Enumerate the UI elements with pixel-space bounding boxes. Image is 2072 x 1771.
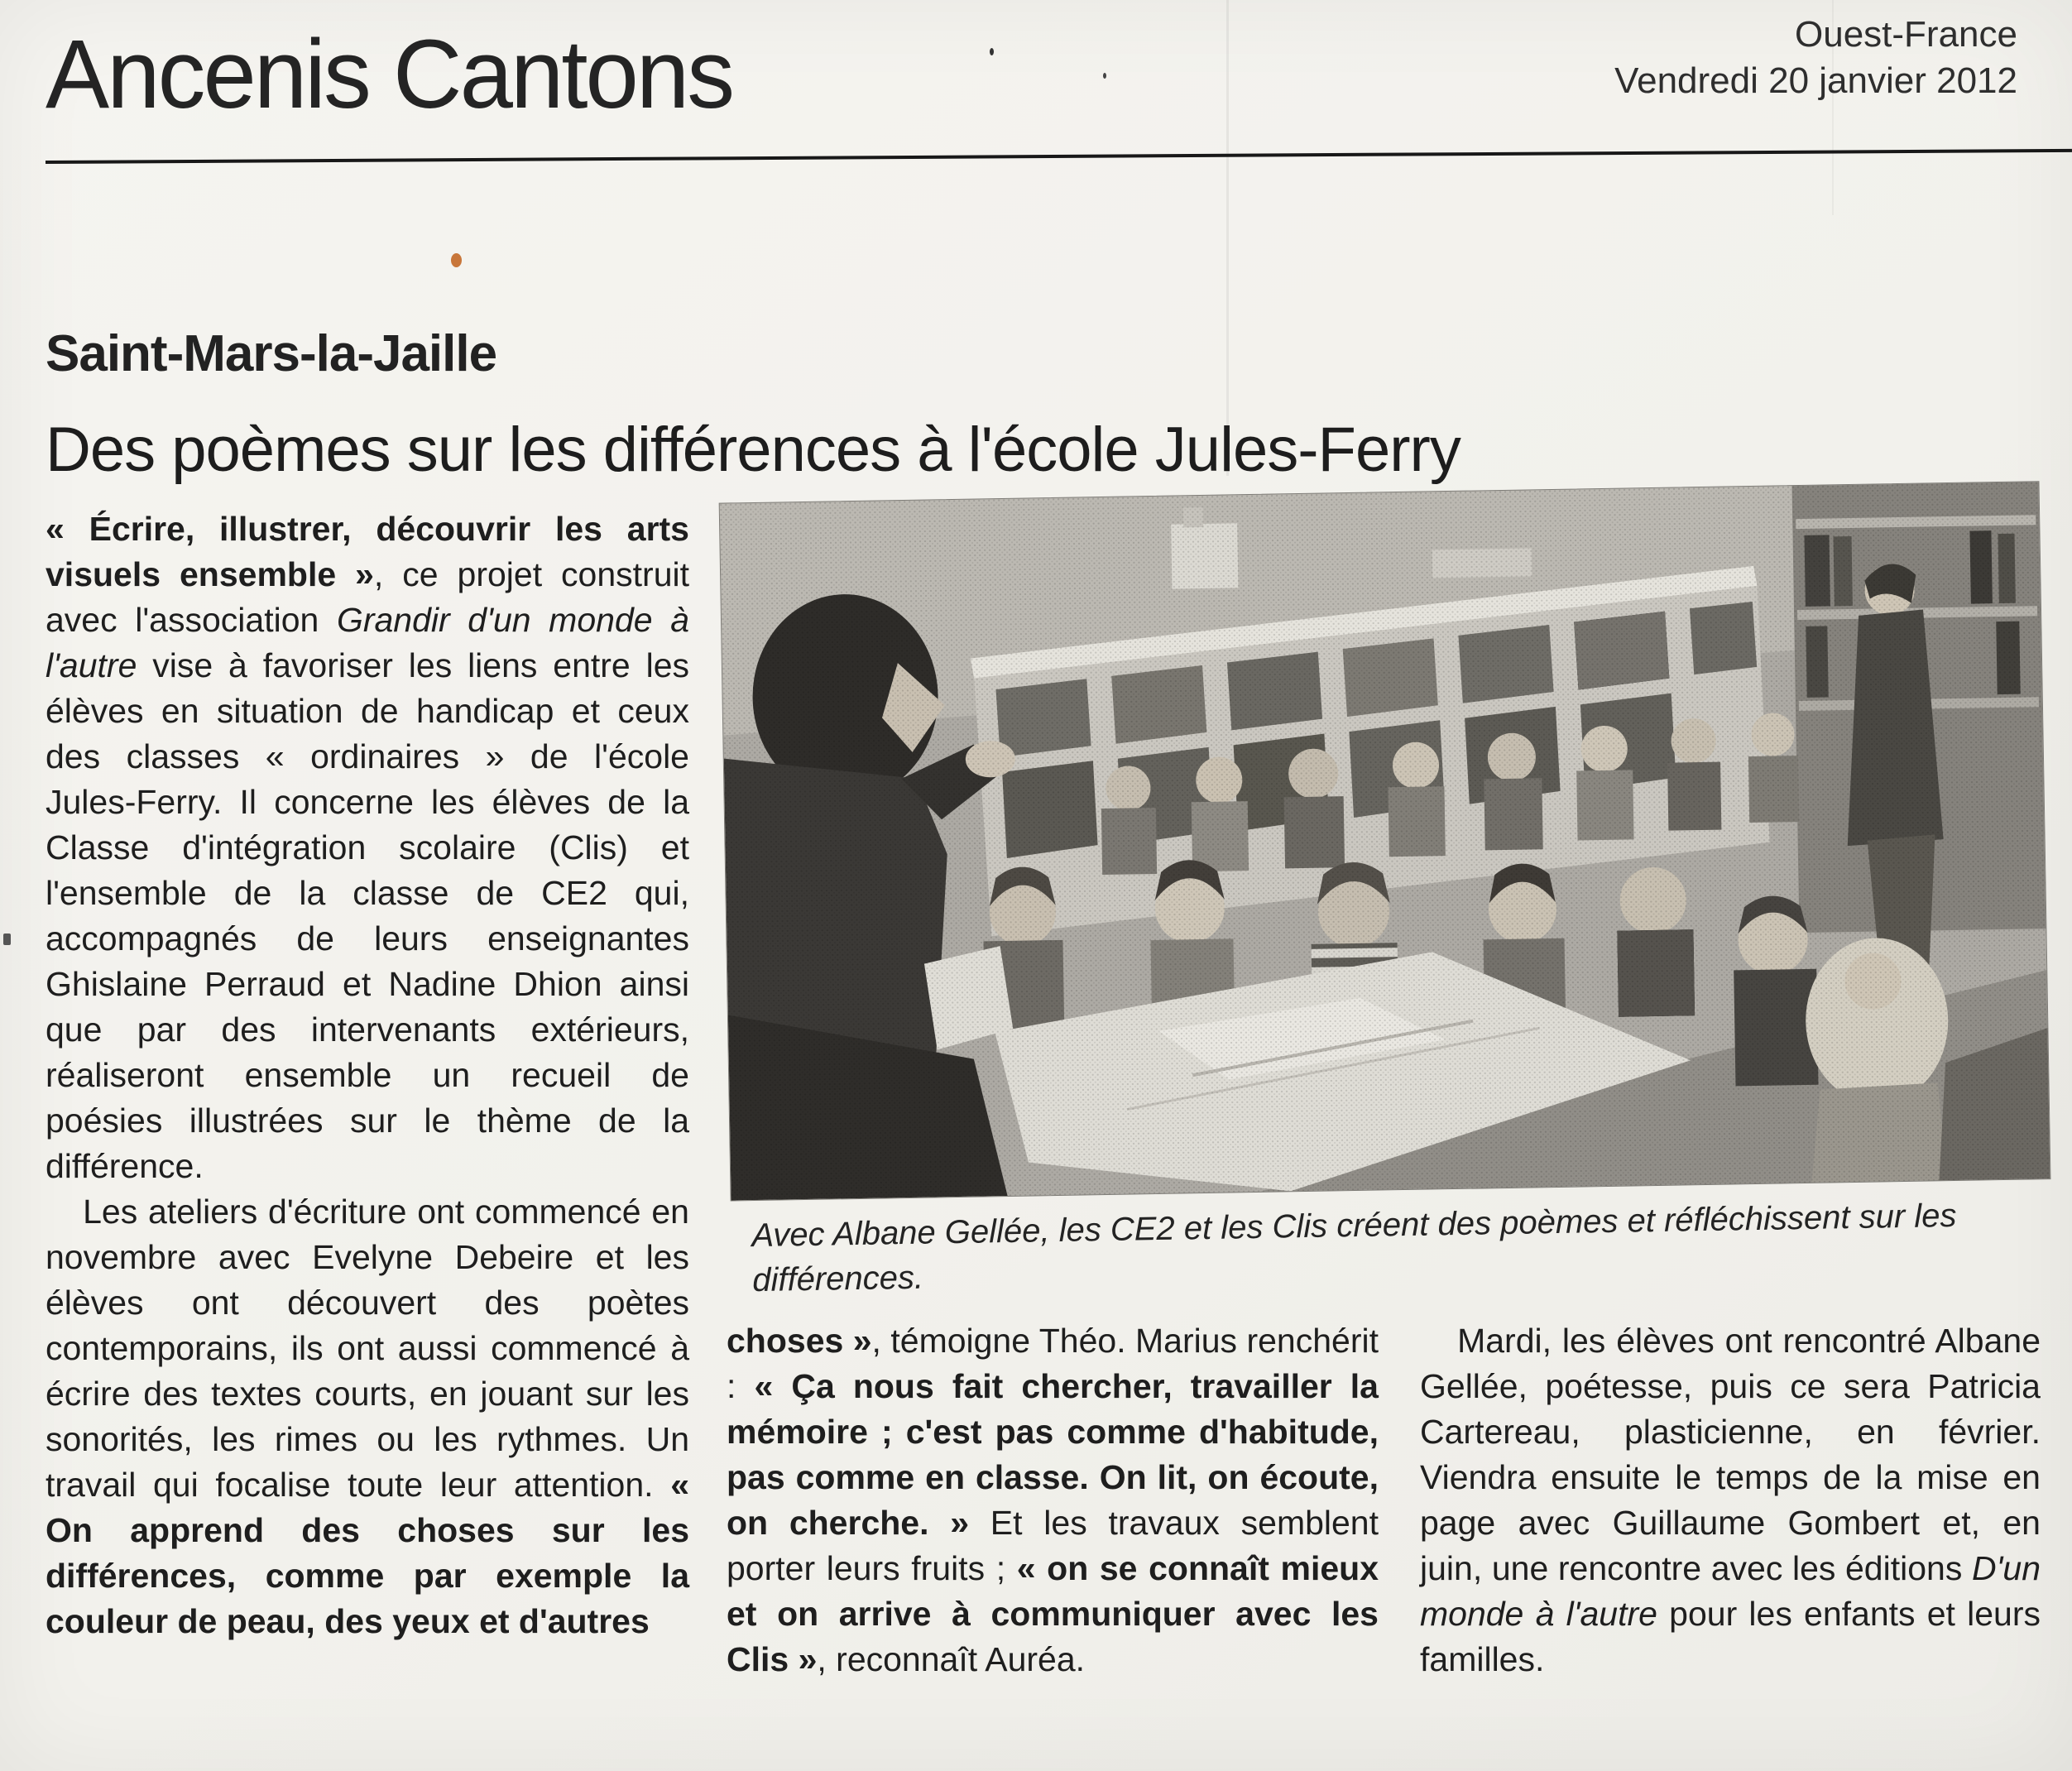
ink-speck (990, 48, 994, 55)
paragraph: Mardi, les élèves ont rencontré Albane Gellée, poétesse, puis ce sera Patricia Cartereau, plasticienne, en février. Viendra ensuite le temps de la mise en page avec Guillaume Gombert et, en juin, une rencontre avec les éditions D'un monde à l'autre pour les enfants et leurs familles. (1420, 1322, 2041, 1678)
body-column-left (46, 506, 689, 1644)
photo-illustration (720, 482, 2050, 1200)
paper-date: Vendredi 20 janvier 2012 (1614, 60, 2017, 101)
masthead-title: Ancenis Cantons (46, 20, 733, 129)
masthead-rule (46, 149, 2072, 164)
section-title: Saint-Mars-la-Jaille (46, 325, 497, 382)
body-column-middle (727, 1318, 1379, 1682)
paragraph: choses », témoigne Théo. Marius renchérit : « Ça nous fait chercher, travailler la mémoire ; c'est pas comme d'habitude, pas comme en classe. On lit, on écoute, on cherche. » Et les travaux semblent porter leurs fruits ; « on se connaît mieux et on arrive à communiquer avec les Clis », reconnaît Auréa. (727, 1322, 1379, 1678)
paper-name: Ouest-France (1795, 14, 2017, 55)
halftone-overlay (720, 482, 2050, 1200)
body-column-right (1420, 1318, 2041, 1682)
article-headline: Des poèmes sur les différences à l'école Jules-Ferry (46, 415, 1460, 485)
fold-crease-top (1226, 0, 1229, 476)
photo-caption: Avec Albane Gellée, les CE2 et les Clis créent des poèmes et réfléchissent sur les différences. (751, 1197, 1957, 1299)
edge-ink-mark (3, 933, 11, 945)
photo-block (720, 482, 2054, 1303)
paragraph: « Écrire, illustrer, découvrir les arts visuels ensemble », ce projet construit avec l'association Grandir d'un monde à l'autre vise à favoriser les liens entre les élèves en situation de handicap et ceux des classes « ordinaires » de l'école Jules-Ferry. Il concerne les élèves de la Classe d'intégration scolaire (Clis) et l'ensemble de la classe de CE2 qui, accompagnés de leurs enseignantes Ghislaine Perraud et Nadine Dhion ainsi que par des intervenants extérieurs, réaliseront ensemble un recueil de poésies illustrées sur le thème de la différence. (46, 510, 689, 1185)
paper-info (1614, 12, 2017, 104)
classroom-photo (720, 482, 2050, 1200)
paragraph: Les ateliers d'écriture ont commencé en novembre avec Evelyne Debeire et les élèves ont découvert des poètes contemporains, ils ont aussi commencé à écrire des textes courts, en jouant sur les sonorités, les rimes ou les rythmes. Un travail qui focalise toute leur attention. « On apprend des choses sur les différences, comme par exemple la couleur de peau, des yeux et d'autres (46, 1193, 689, 1640)
ink-speck (1103, 73, 1106, 79)
paper-stain (451, 253, 462, 267)
